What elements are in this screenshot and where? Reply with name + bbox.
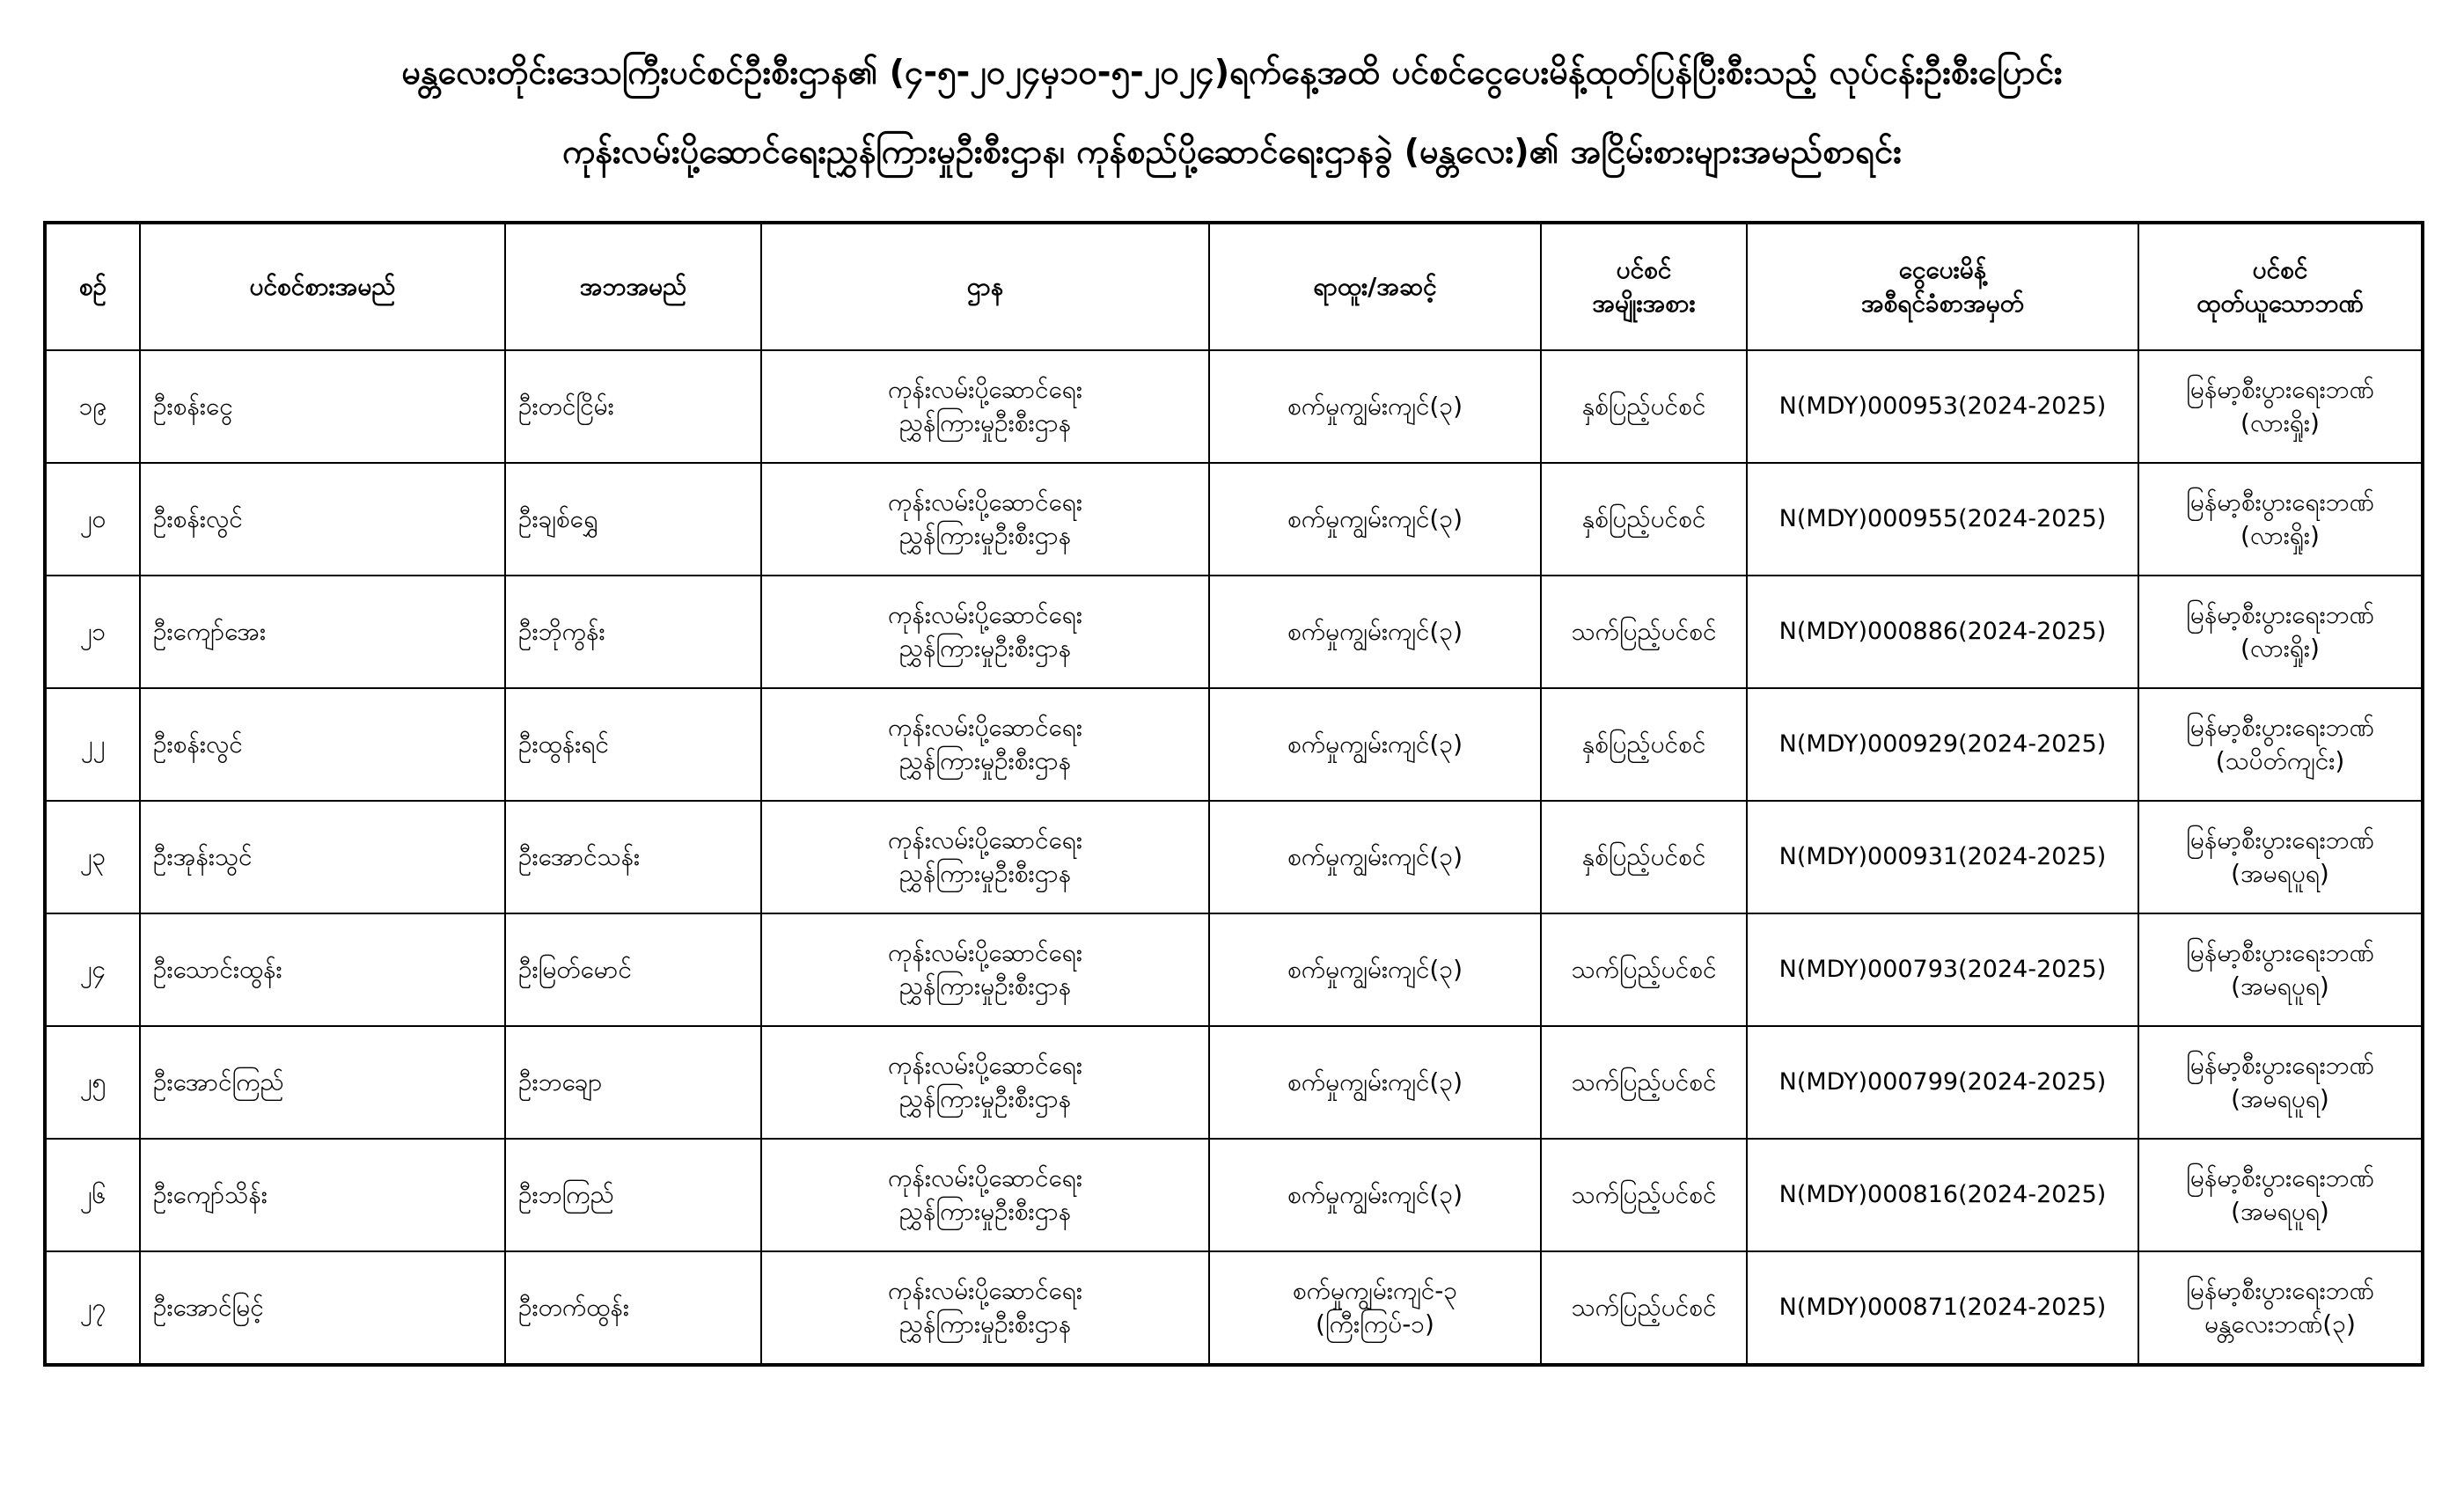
table-row <box>45 801 2423 913</box>
department-line-2: ညွှန်ကြားမှုဦးစီးဌာန <box>898 1084 1072 1113</box>
table-row <box>45 1251 2423 1365</box>
report-number: N(MDY)000871(2024-2025) <box>1778 1294 2107 1321</box>
father-name: ဦးမြတ်မောင် <box>518 955 632 984</box>
report-number: N(MDY)000886(2024-2025) <box>1778 618 2107 645</box>
bank-line-2: (လားရှိုး) <box>2240 408 2320 437</box>
department-line-1: ကုန်းလမ်းပို့ဆောင်ရေး <box>888 713 1082 742</box>
pension-type: နှစ်ပြည့်ပင်စင် <box>1581 842 1706 871</box>
cell-pensioner-name <box>140 350 505 463</box>
father-name: ဦးတက်ထွန်း <box>518 1293 629 1322</box>
cell-father-name <box>505 463 761 576</box>
title-line-1: မန္တလေးတိုင်းဒေသကြီးပင်စင်ဦးစီးဌာန၏ (၄-၅-၂၀၂၄မှ၁၀-၅-၂၀၂၄)ရက်နေ့အထိ ပင်စင်ငွေပေးမိန့်ထုတ်ပြန်ပြီးစီးသည့် လုပ်ငန်းဦးစီးပြောင်း <box>401 53 2063 92</box>
header-pension-type <box>1541 223 1747 350</box>
cell-rank <box>1209 463 1541 576</box>
header-bank-line1: ပင်စင် <box>2252 255 2308 284</box>
cell-department <box>761 1139 1209 1251</box>
cell-department <box>761 350 1209 463</box>
cell-report-number <box>1747 1026 2138 1139</box>
cell-department <box>761 1251 1209 1365</box>
cell-department <box>761 463 1209 576</box>
cell-rank <box>1209 688 1541 801</box>
report-number: N(MDY)000929(2024-2025) <box>1778 730 2107 758</box>
cell-report-number <box>1747 1139 2138 1251</box>
cell-pensioner-name <box>140 801 505 913</box>
cell-pension-type <box>1541 688 1747 801</box>
department-line-2: ညွှန်ကြားမှုဦးစီးဌာန <box>898 746 1072 775</box>
header-serial-label: စဉ် <box>78 272 107 301</box>
bank-line-1: မြန်မာ့စီးပွားရေးဘဏ် <box>2186 713 2374 742</box>
cell-report-number <box>1747 1251 2138 1365</box>
header-pension-type-line2: အမျိုးအစား <box>1592 289 1696 318</box>
father-name: ဦးတင်ငြိမ်း <box>518 392 614 421</box>
serial-number: ၂၄ <box>79 955 106 984</box>
department-line-1: ကုန်းလမ်းပို့ဆောင်ရေး <box>888 488 1082 517</box>
cell-serial <box>45 576 140 688</box>
header-bank-line2: ထုတ်ယူသောဘဏ် <box>2196 289 2364 318</box>
report-number: N(MDY)000931(2024-2025) <box>1778 843 2107 870</box>
table-row <box>45 688 2423 801</box>
cell-pensioner-name <box>140 1251 505 1365</box>
cell-father-name <box>505 1139 761 1251</box>
cell-pensioner-name <box>140 913 505 1026</box>
cell-department <box>761 576 1209 688</box>
cell-pensioner-name <box>140 463 505 576</box>
rank-line-1: စက်မှုကျွမ်းကျင်(၃) <box>1287 392 1463 421</box>
rank-line-1: စက်မှုကျွမ်းကျင်(၃) <box>1287 955 1463 984</box>
header-report-number <box>1747 223 2138 350</box>
report-number: N(MDY)000793(2024-2025) <box>1778 956 2107 983</box>
pension-type: သက်ပြည့်ပင်စင် <box>1571 955 1717 984</box>
cell-report-number <box>1747 801 2138 913</box>
header-bank <box>2138 223 2423 350</box>
department-line-2: ညွှန်ကြားမှုဦးစီးဌာန <box>898 1309 1072 1338</box>
report-number: N(MDY)000955(2024-2025) <box>1778 505 2107 532</box>
serial-number: ၂၇ <box>79 1293 106 1322</box>
header-pensioner-name <box>140 223 505 350</box>
department-line-2: ညွှန်ကြားမှုဦးစီးဌာန <box>898 859 1072 888</box>
bank-line-2: (အမရပူရ) <box>2231 1084 2329 1113</box>
cell-report-number <box>1747 350 2138 463</box>
pension-type: သက်ပြည့်ပင်စင် <box>1571 1293 1717 1322</box>
header-rank-label: ရာထူး/အဆင့် <box>1313 272 1437 301</box>
header-pension-type-line1: ပင်စင် <box>1616 255 1672 284</box>
father-name: ဦးဘချော <box>518 1067 603 1096</box>
cell-serial <box>45 1139 140 1251</box>
department-line-1: ကုန်းလမ်းပို့ဆောင်ရေး <box>888 375 1082 404</box>
cell-father-name <box>505 350 761 463</box>
bank-line-2: (အမရပူရ) <box>2231 859 2329 888</box>
department-line-1: ကုန်းလမ်းပို့ဆောင်ရေး <box>888 1051 1082 1080</box>
cell-serial <box>45 913 140 1026</box>
pensioner-name: ဦးအောင်မြင့် <box>153 1293 264 1322</box>
table-body <box>45 350 2423 1365</box>
serial-number: ၂၀ <box>79 504 106 533</box>
father-name: ဦးဘိုကွန်း <box>518 617 605 646</box>
pension-type: နှစ်ပြည့်ပင်စင် <box>1581 730 1706 759</box>
cell-rank <box>1209 1026 1541 1139</box>
department-line-1: ကုန်းလမ်းပို့ဆောင်ရေး <box>888 1276 1082 1305</box>
cell-pension-type <box>1541 913 1747 1026</box>
rank-line-1: စက်မှုကျွမ်းကျင်-၃ <box>1292 1276 1458 1305</box>
rank-line-1: စက်မှုကျွမ်းကျင်(၃) <box>1287 842 1463 871</box>
cell-father-name <box>505 913 761 1026</box>
serial-number: ၂၂ <box>80 730 106 759</box>
header-department-label: ဌာန <box>966 272 1004 301</box>
cell-father-name <box>505 1251 761 1365</box>
pension-type: နှစ်ပြည့်ပင်စင် <box>1581 504 1706 533</box>
cell-report-number <box>1747 688 2138 801</box>
cell-pension-type <box>1541 1139 1747 1251</box>
cell-pensioner-name <box>140 688 505 801</box>
department-line-1: ကုန်းလမ်းပို့ဆောင်ရေး <box>888 600 1082 629</box>
bank-line-1: မြန်မာ့စီးပွားရေးဘဏ် <box>2186 600 2374 629</box>
header-report-number-line2: အစီရင်ခံစာအမှတ် <box>1860 289 2025 318</box>
cell-pension-type <box>1541 576 1747 688</box>
father-name: ဦးချစ်ရွှေ <box>518 504 598 533</box>
table-row <box>45 1139 2423 1251</box>
cell-bank <box>2138 913 2423 1026</box>
serial-number: ၁၉ <box>78 392 107 421</box>
bank-line-2: (လားရှိုး) <box>2240 521 2320 550</box>
cell-pensioner-name <box>140 1139 505 1251</box>
pensioner-name: ဦးစန်းလွင် <box>153 730 243 759</box>
cell-serial <box>45 688 140 801</box>
cell-bank <box>2138 463 2423 576</box>
cell-father-name <box>505 1026 761 1139</box>
cell-pension-type <box>1541 1251 1747 1365</box>
header-report-number-line1: ငွေပေးမိန့် <box>1898 255 1987 284</box>
cell-rank <box>1209 1139 1541 1251</box>
cell-rank <box>1209 913 1541 1026</box>
cell-pension-type <box>1541 463 1747 576</box>
report-number: N(MDY)000953(2024-2025) <box>1778 392 2107 420</box>
rank-line-2: (ကြီးကြပ်-၁) <box>1316 1309 1434 1338</box>
cell-bank <box>2138 576 2423 688</box>
header-father-name-label: အဘအမည် <box>579 272 687 301</box>
cell-serial <box>45 1026 140 1139</box>
cell-department <box>761 801 1209 913</box>
cell-serial <box>45 463 140 576</box>
cell-report-number <box>1747 576 2138 688</box>
serial-number: ၂၆ <box>79 1180 106 1209</box>
cell-bank <box>2138 1026 2423 1139</box>
header-serial <box>45 223 140 350</box>
cell-report-number <box>1747 913 2138 1026</box>
pension-type: သက်ပြည့်ပင်စင် <box>1571 1180 1717 1209</box>
table-row <box>45 350 2423 463</box>
department-line-1: ကုန်းလမ်းပို့ဆောင်ရေး <box>888 1163 1082 1192</box>
cell-pensioner-name <box>140 1026 505 1139</box>
title-line-2: ကုန်းလမ်းပို့ဆောင်ရေးညွှန်ကြားမှုဦးစီးဌာန၊ ကုန်စည်ပို့ဆောင်ရေးဌာနခွဲ (မန္တလေး)၏ အငြိမ်းစားများအမည်စာရင်း <box>562 132 1902 171</box>
cell-bank <box>2138 350 2423 463</box>
cell-report-number <box>1747 463 2138 576</box>
cell-bank <box>2138 688 2423 801</box>
cell-rank <box>1209 801 1541 913</box>
cell-rank <box>1209 576 1541 688</box>
rank-line-1: စက်မှုကျွမ်းကျင်(၃) <box>1287 1067 1463 1096</box>
rank-line-1: စက်မှုကျွမ်းကျင်(၃) <box>1287 1180 1463 1209</box>
bank-line-1: မြန်မာ့စီးပွားရေးဘဏ် <box>2186 1051 2374 1080</box>
document-title <box>0 51 2464 209</box>
table-header-row <box>45 223 2423 350</box>
pensioner-name: ဦးကျော်သိန်း <box>153 1180 268 1209</box>
bank-line-2: (သပိတ်ကျင်း) <box>2215 746 2345 775</box>
department-line-2: ညွှန်ကြားမှုဦးစီးဌာန <box>898 521 1072 550</box>
cell-bank <box>2138 1139 2423 1251</box>
pensioner-name: ဦးအုန်းသွင် <box>153 842 253 871</box>
table-row <box>45 1026 2423 1139</box>
department-line-2: ညွှန်ကြားမှုဦးစီးဌာန <box>898 972 1072 1001</box>
bank-line-1: မြန်မာ့စီးပွားရေးဘဏ် <box>2186 938 2374 967</box>
cell-pension-type <box>1541 1026 1747 1139</box>
serial-number: ၂၃ <box>79 842 106 871</box>
bank-line-1: မြန်မာ့စီးပွားရေးဘဏ် <box>2186 1163 2374 1192</box>
table-row <box>45 463 2423 576</box>
cell-rank <box>1209 1251 1541 1365</box>
rank-line-1: စက်မှုကျွမ်းကျင်(၃) <box>1287 730 1463 759</box>
father-name: ဦးထွန်းရင် <box>518 730 609 759</box>
serial-number: ၂၁ <box>79 617 106 646</box>
pensioner-table <box>43 221 2424 1367</box>
bank-line-2: (လားရှိုး) <box>2240 634 2320 663</box>
cell-serial <box>45 801 140 913</box>
bank-line-1: မြန်မာ့စီးပွားရေးဘဏ် <box>2186 825 2374 854</box>
header-father-name <box>505 223 761 350</box>
cell-pensioner-name <box>140 576 505 688</box>
pensioner-name: ဦးသောင်းထွန်း <box>153 955 282 984</box>
cell-bank <box>2138 801 2423 913</box>
bank-line-2: မန္တလေးဘဏ်(၃) <box>2204 1309 2356 1338</box>
cell-pension-type <box>1541 801 1747 913</box>
bank-line-1: မြန်မာ့စီးပွားရေးဘဏ် <box>2186 488 2374 517</box>
cell-serial <box>45 1251 140 1365</box>
cell-serial <box>45 350 140 463</box>
cell-father-name <box>505 576 761 688</box>
pension-type: သက်ပြည့်ပင်စင် <box>1571 617 1717 646</box>
bank-line-1: မြန်မာ့စီးပွားရေးဘဏ် <box>2186 1276 2374 1305</box>
header-department <box>761 223 1209 350</box>
cell-bank <box>2138 1251 2423 1365</box>
department-line-1: ကုန်းလမ်းပို့ဆောင်ရေး <box>888 938 1082 967</box>
father-name: ဦးအောင်သန်း <box>518 842 641 871</box>
bank-line-1: မြန်မာ့စီးပွားရေးဘဏ် <box>2186 375 2374 404</box>
rank-line-1: စက်မှုကျွမ်းကျင်(၃) <box>1287 617 1463 646</box>
pensioner-name: ဦးကျော်အေး <box>153 617 267 646</box>
header-pensioner-name-label: ပင်စင်စားအမည် <box>249 272 396 301</box>
cell-father-name <box>505 801 761 913</box>
bank-line-2: (အမရပူရ) <box>2231 1197 2329 1226</box>
pension-type: နှစ်ပြည့်ပင်စင် <box>1581 392 1706 421</box>
cell-department <box>761 913 1209 1026</box>
pensioner-name: ဦးစန်းငွေ <box>153 392 233 421</box>
cell-rank <box>1209 350 1541 463</box>
header-rank <box>1209 223 1541 350</box>
department-line-2: ညွှန်ကြားမှုဦးစီးဌာန <box>898 408 1072 437</box>
pension-type: သက်ပြည့်ပင်စင် <box>1571 1067 1717 1096</box>
cell-department <box>761 688 1209 801</box>
pensioner-name: ဦးစန်းလွင် <box>153 504 243 533</box>
rank-line-1: စက်မှုကျွမ်းကျင်(၃) <box>1287 504 1463 533</box>
father-name: ဦးဘကြည် <box>518 1180 614 1209</box>
bank-line-2: (အမရပူရ) <box>2231 972 2329 1001</box>
pensioner-name: ဦးအောင်ကြည် <box>153 1067 284 1096</box>
report-number: N(MDY)000799(2024-2025) <box>1778 1068 2107 1096</box>
cell-department <box>761 1026 1209 1139</box>
department-line-2: ညွှန်ကြားမှုဦးစီးဌာန <box>898 1197 1072 1226</box>
report-number: N(MDY)000816(2024-2025) <box>1778 1181 2107 1208</box>
cell-father-name <box>505 688 761 801</box>
serial-number: ၂၅ <box>79 1067 106 1096</box>
department-line-2: ညွှန်ကြားမှုဦးစီးဌာန <box>898 634 1072 663</box>
table-row <box>45 576 2423 688</box>
department-line-1: ကုန်းလမ်းပို့ဆောင်ရေး <box>888 825 1082 854</box>
cell-pension-type <box>1541 350 1747 463</box>
table-row <box>45 913 2423 1026</box>
